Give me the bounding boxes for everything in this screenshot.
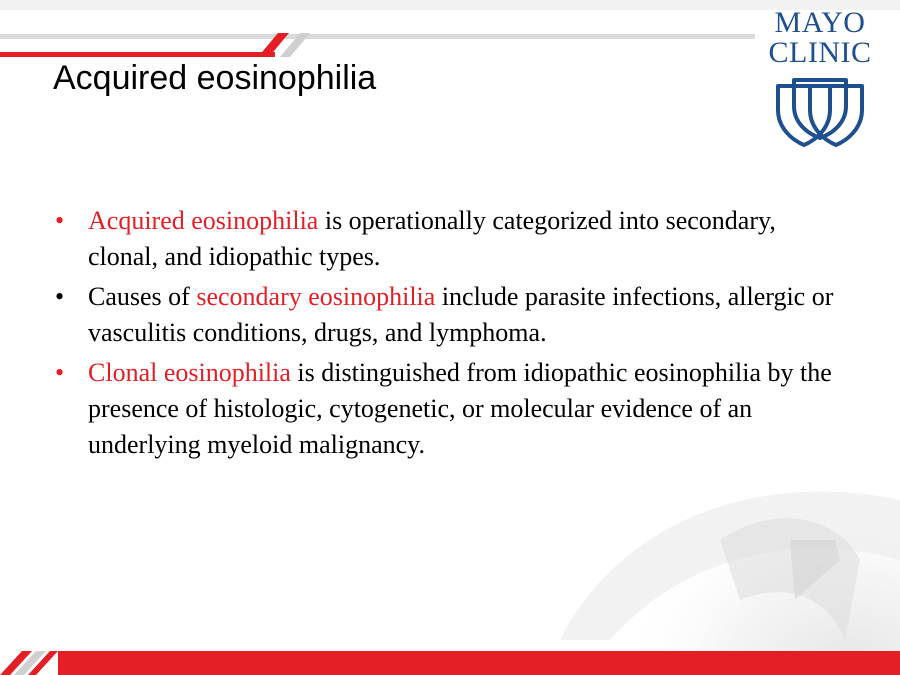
logo-text-line-2: CLINIC bbox=[768, 36, 872, 69]
bullet-text: is distinguished from idiopathic eosinophilia by the presence of histologic, cytogenetic, or molecular evidence of an underlying myeloid malignancy. bbox=[88, 358, 832, 459]
bullet-item-2 bbox=[55, 279, 845, 351]
logo-text-line-1: MAYO bbox=[774, 6, 866, 39]
mayo-clinic-shield-logo-icon bbox=[774, 76, 866, 148]
mayo-clinic-logo bbox=[755, 6, 885, 146]
bullet-dot-icon: • bbox=[55, 282, 65, 311]
slide-title: Acquired eosinophilia bbox=[53, 59, 377, 97]
bullet-item-3 bbox=[55, 355, 845, 463]
bullet-text: include parasite infections, allergic or vasculitis conditions, drugs, and lymphoma. bbox=[88, 282, 834, 347]
bullet-list bbox=[55, 203, 845, 467]
bullet-dot-icon: • bbox=[55, 358, 65, 387]
bullet-text: is operationally categorized into secondary, clonal, and idiopathic types. bbox=[88, 206, 776, 271]
bullet-text-prefix: Causes of bbox=[88, 282, 197, 311]
highlight-term: secondary eosinophilia bbox=[196, 282, 436, 311]
bullet-dot-icon: • bbox=[55, 206, 65, 235]
bullet-item-1 bbox=[55, 203, 845, 275]
highlight-term: Acquired eosinophilia bbox=[88, 206, 319, 235]
highlight-term: Clonal eosinophilia bbox=[88, 358, 291, 387]
